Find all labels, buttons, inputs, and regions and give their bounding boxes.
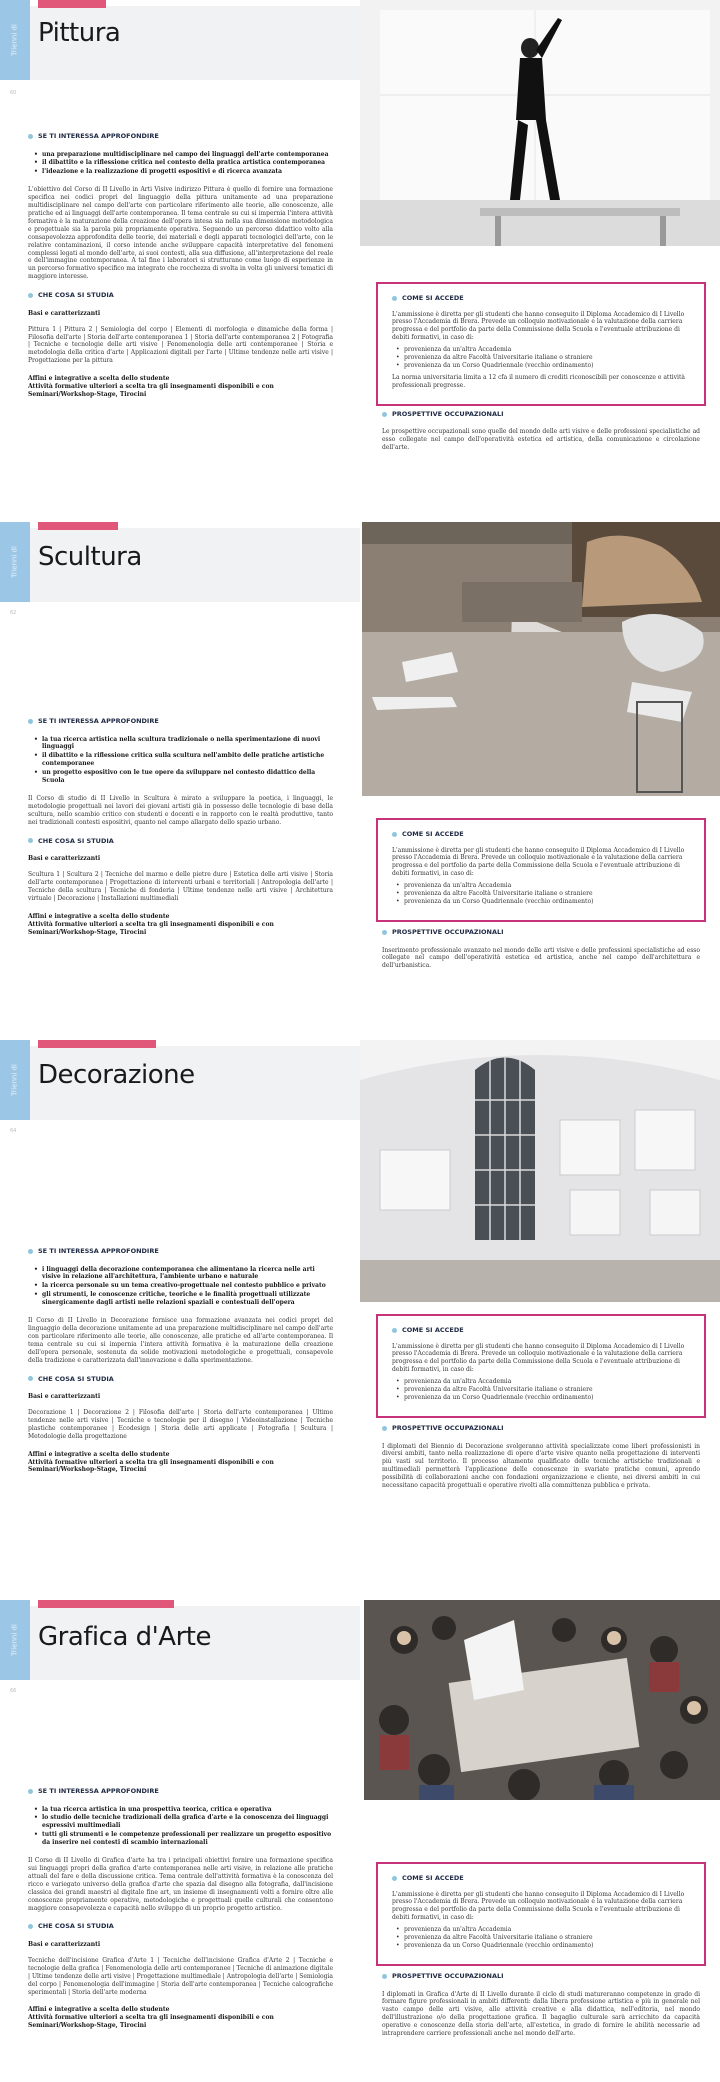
jobs-text: I diplomati in Grafica d'Arte di II Livello durante il ciclo di studi matureranno competenze in grado di formare figure professionali in ambiti differenti: dalla libera professione artistica e più in generale nel vasto campo delle arti visive, alle attività creative e alla didattica, nell'editoria, nel mondo dell'illustrazione o/o della progettazione grafica. Il bagaglio culturale sarà arricchito da capacità operative e conoscenze della storia dell'arte, all'estetica, in grado di fornire le abilità necessarie ad intraprendere carriere professionali anche nel mondo dell'arte. [382, 1990, 700, 2038]
course-description: Il Corso di II Livello di Grafica d'arte ha tra i principali obiettivi fornire una formazione specifica sui linguaggi propri della grafica d'arte contemporanea nelle arti visive, in relazione alle pratiche attuali del fare e della discussione critica. Tema centrale dell'attività formativa è la conoscenza del ricco e variegato universo della grafica d'arte che spazia dal disegno alla fotografia, dall'incisione classica dei grandi maestri al digitale fine art, un insieme di insegnamenti volti a fornire oltre alle conoscenze propriamente operative, metodologiche e progettuali quelle culturali che consentono maggiore consapevolezza e capacità nello sviluppo di un proprio progetto artistico. [28, 1857, 333, 1912]
accent-bar [38, 1040, 156, 1048]
bullet-dot-icon [28, 1249, 33, 1254]
electives-text: Attività formative ulteriori a scelta tra gli insegnamenti disponibili e con Seminari/Workshop-Stage, Tirocini [28, 920, 274, 936]
access-box [376, 818, 706, 922]
bullet-dot-icon [28, 1789, 33, 1794]
bullet-dot-icon [382, 930, 387, 935]
section-heading-study: CHE COSA SI STUDIA [28, 1375, 333, 1384]
list-item: • provenienza da altre Facoltà Universitarie italiane o straniere [404, 1386, 690, 1394]
right-column [376, 1862, 706, 2048]
course-description: Il Corso di studio di II Livello in Scultura è mirato a sviluppare la poetica, i linguaggi, le metodologie progettuali nei lavori dei giovani artisti già in possesso delle tecnologie di base della scultura, nello scambio critico con studenti e docenti e in rapporto con le realtà produttive, tanto nei tradizionali contesti espositivi, quanto nel campo allargato dello spazio urbano. [28, 795, 333, 826]
list-item: • provenienza da un'altra Accademia [404, 1926, 690, 1934]
list-item: • gli strumenti, le conoscenze critiche, teoriche e le finalità progettuali utilizzate sinergicamente dagli artisti nelle relazioni spaziali e contestuali dell'opera [42, 1291, 333, 1307]
section-heading-jobs: PROSPETTIVE OCCUPAZIONALI [382, 410, 706, 419]
electives-text: Attività formative ulteriori a scelta tra gli insegnamenti disponibili e con Seminari/Workshop-Stage, Tirocini [28, 2014, 274, 2030]
bullet-dot-icon [28, 134, 33, 139]
accent-bar [38, 522, 118, 530]
subheading-basi: Basi e caratterizzanti [28, 1393, 101, 1401]
subheading-basi: Basi e caratterizzanti [28, 1941, 101, 1949]
interest-list [28, 1806, 333, 1848]
list-item: • provenienza da un'altra Accademia [404, 346, 690, 354]
left-column [28, 717, 333, 936]
access-note: La norma universitaria limita a 12 cfa il numero di crediti riconoscibili per conoscenze e attività professionali pregresse. [392, 373, 685, 389]
side-tab-label: Trienni di [10, 546, 19, 578]
side-tab [0, 0, 30, 80]
section-heading-interest: SE TI INTERESSA APPROFONDIRE [28, 132, 333, 141]
list-item: • provenienza da altre Facoltà Universitarie italiane o straniere [404, 890, 690, 898]
bullet-dot-icon [28, 293, 33, 298]
photo-sculpture-hall [362, 522, 720, 796]
side-tab [0, 522, 30, 602]
course-list: Pittura 1 | Pittura 2 | Semiologia del corpo | Elementi di morfologia e dinamiche della forma | Filosofia dell'arte | Storia dell'arte contemporanea 1 | Storia dell'arte contemporanea 2 | Fotografia | Tecniche e tecnologie delle arti visive | Fenomenologia delle arti contemporanee | Storia e metodologia della critica d'arte | Applicazioni digitali per l'arte | Ultime tendenze nelle arti visive | Progettazione per la pittura [28, 325, 333, 365]
list-item: • la tua ricerca artistica in una prospettiva teorica, critica e operativa [42, 1806, 333, 1814]
access-list [392, 346, 690, 370]
side-tab [0, 1040, 30, 1120]
jobs-text: I diplomati del Biennio di Decorazione svolgeranno attività specializzate come liberi professionisti in diversi ambiti, tanto nella realizzazione di opere d'arte visive quanto nella progettazione di interventi più vasti sul territorio. Il processo altamente qualificato delle tecniche artistiche tradizionali e multimediali permetterà l'applicazione delle conoscenze in svariate pratiche comuni, aprendo possibilità di collaborazioni anche con fondazioni organizzazione e cliente, nei diversi ambiti in cui necessitano capacità progettuali e operative rivolti alla committenza pubblica e privata. [382, 1442, 700, 1490]
electives-title: Affini e integrative a scelta dello studente [28, 1450, 170, 1458]
photo-painter-at-wall [360, 0, 720, 246]
page-grafica [0, 1600, 720, 2082]
list-item: • provenienza da un Corso Quadriennale (vecchio ordinamento) [404, 1942, 690, 1950]
list-item: • il dibattito e la riflessione critica nel contesto della pratica artistica contemporanea [42, 159, 333, 167]
list-item: • provenienza da un Corso Quadriennale (vecchio ordinamento) [404, 898, 690, 906]
page-title: Decorazione [38, 1060, 195, 1090]
section-heading-access: COME SI ACCEDE [392, 294, 690, 303]
access-text: L'ammissione è diretta per gli studenti che hanno conseguito il Diploma Accademico di I Livello presso l'Accademia di Brera. Prevede un colloquio motivazionale e la valutazione della carriera progressa e del portfolio da parte della Commissione della Scuola e l'eventuale attribuzione di debiti formativi, in caso di: [392, 846, 685, 878]
page-decorazione [0, 1040, 720, 1560]
section-heading-study: CHE COSA SI STUDIA [28, 837, 333, 846]
bullet-dot-icon [28, 838, 33, 843]
bullet-dot-icon [392, 296, 397, 301]
section-heading-jobs: PROSPETTIVE OCCUPAZIONALI [382, 1972, 706, 1981]
side-tab-label: Trienni di [10, 1064, 19, 1096]
section-heading-interest: SE TI INTERESSA APPROFONDIRE [28, 1787, 333, 1796]
bullet-dot-icon [382, 412, 387, 417]
left-column [28, 1787, 333, 2030]
section-heading-jobs: PROSPETTIVE OCCUPAZIONALI [382, 928, 706, 937]
side-tab-label: Trienni di [10, 1624, 19, 1656]
jobs-text: Inserimento professionale avanzato nel mondo delle arti visive e delle professioni specialistiche ad esso collegate nel campo dell'operatività estetica ed artistica, anche nel campo dell'architettura e dell'urbanistica. [382, 946, 700, 970]
page-title: Grafica d'Arte [38, 1622, 211, 1652]
list-item: • tutti gli strumenti e le competenze professionali per realizzare un progetto espositivo da inserire nei contesti di scambio internazionali [42, 1831, 333, 1847]
electives-text: Attività formative ulteriori a scelta tra gli insegnamenti disponibili e con Seminari/Workshop-Stage, Tirocini [28, 1458, 274, 1474]
course-description: L'obiettivo del Corso di II Livello in Arti Visive indirizzo Pittura è quello di fornire una formazione specifica nei codici propri del linguaggio della pittura unitamente ad una preparazione multidisciplinare nel campo dell'arte con particolare riferimento alle teorie, alle conoscenze, alle pratiche ed ai linguaggi dell'arte contemporanea. Il tema centrale su cui si imperniа l'intera attività formativa è la maturazione della creazione dell'opera intesa sia nella sua dimensione metodologica e progettuale sia la parola più propriamente operativa. Seguendo un percorso didattico volto alla consapevolezza approfondita delle teorie, dei materiali e degli apparati tecnologici dell'arte, con le relative contaminazioni, il corso intende anche sviluppare capacità interpretative del fenomeni complessi legati al mondo dell'arte, ai suoi contesti, alla sua diffusione, all'interpretazione del reale e dell'immagine contemporanea. A tal fine i laboratori si strutturano come luogo di esperienze in un percorso formativo specifico ma integrato che rocchezza di svolta in volta gli universi tematici di maggiore interesse. [28, 186, 333, 281]
list-item: • provenienza da un Corso Quadriennale (vecchio ordinamento) [404, 1394, 690, 1402]
bullet-dot-icon [382, 1974, 387, 1979]
section-heading-access: COME SI ACCEDE [392, 1874, 690, 1883]
interest-list [28, 736, 333, 785]
list-item: • provenienza da altre Facoltà Universitarie italiane o straniere [404, 1934, 690, 1942]
page-title: Pittura [38, 18, 121, 48]
electives-title: Affini e integrative a scelta dello studente [28, 912, 170, 920]
list-item: • l'ideazione e la realizzazione di progetti espositivi e di ricerca avanzata [42, 168, 333, 176]
list-item: • provenienza da un'altra Accademia [404, 882, 690, 890]
photo-printmaking-students [364, 1600, 720, 1800]
left-column [28, 132, 333, 399]
section-heading-study: CHE COSA SI STUDIA [28, 1922, 333, 1931]
electives-title: Affini e integrative a scelta dello studente [28, 2006, 170, 2014]
list-item: • provenienza da un'altra Accademia [404, 1378, 690, 1386]
photo-gallery-room [360, 1040, 720, 1302]
page-scultura [0, 520, 720, 1040]
interest-list [28, 151, 333, 177]
page-number: 60 [10, 90, 17, 96]
accent-bar [38, 0, 106, 8]
section-heading-interest: SE TI INTERESSA APPROFONDIRE [28, 1247, 333, 1256]
bullet-dot-icon [28, 719, 33, 724]
side-tab-label: Trienni di [10, 24, 19, 56]
bullet-dot-icon [28, 1924, 33, 1929]
accent-bar [38, 1600, 174, 1608]
list-item: • provenienza da altre Facoltà Universitarie italiane o straniere [404, 354, 690, 362]
access-box [376, 1862, 706, 1966]
section-heading-interest: SE TI INTERESSA APPROFONDIRE [28, 717, 333, 726]
section-heading-access: COME SI ACCEDE [392, 830, 690, 839]
page-title: Scultura [38, 542, 142, 572]
course-list: Tecniche dell'incisione Grafica d'Arte 1 | Tecniche dell'incisione Grafica d'Arte 2 | Tecniche e tecnologie della grafica | Fenomenologia delle arti contemporanee | Tecniche di animazione digitale | Ultime tendenze delle arti visive | Progettazione multimediale | Antropologia dell'arte | Semiologia del corpo | Fenomenologia dell'immagine | Storia dell'arte contemporanea | Tecniche calcografiche sperimentali | Storia dell'arte moderna [28, 1956, 333, 1996]
list-item: • i linguaggi della decorazione contemporanea che alimentano la ricerca nelle arti visive in relazione all'architettura, l'ambiente urbano e naturale [42, 1266, 333, 1282]
right-column [376, 818, 706, 980]
access-text: L'ammissione è diretta per gli studenti che hanno conseguito il Diploma Accademico di I Livello presso l'Accademia di Brera. Prevede un colloquio motivazionale e la valutazione della carriera progressa e del portfolio da parte della Commissione della Scuola e l'eventuale attribuzione di debiti formativi, in caso di: [392, 1342, 685, 1374]
list-item: • provenienza da un Corso Quadriennale (vecchio ordinamento) [404, 362, 690, 370]
page-number: 64 [10, 1128, 17, 1134]
page-number: 66 [10, 1688, 17, 1694]
electives-title: Affini e integrative a scelta dello studente [28, 375, 170, 383]
right-column [376, 1314, 706, 1500]
bullet-dot-icon [28, 1376, 33, 1381]
right-column [376, 282, 706, 462]
electives-text: Attività formative ulteriori a scelta tra gli insegnamenti disponibili e con Seminari/Workshop-Stage, Tirocini [28, 383, 274, 398]
subheading-basi: Basi e caratterizzanti [28, 855, 101, 863]
course-description: Il Corso di II Livello in Decorazione fornisce una formazione avanzata nei codici propri del linguaggio della decorazione unitamente ad una preparazione multidisciplinare nel campo dell'arte con particolare riferimento alle teorie, alle conoscenze, alle pratiche ed all'arte contemporanea. Il tema centrale su cui si impernia l'intera attività formativa è la maturazione della creazione dell'opera personale, sostenuta da solide motivazioni metodologiche e progettuali, consapevole della tradizione e caratterizzata dall'innovazione e dalla sperimentazione. [28, 1317, 333, 1364]
section-heading-study: CHE COSA SI STUDIA [28, 291, 333, 300]
access-box [376, 282, 706, 406]
access-text: L'ammissione è diretta per gli studenti che hanno conseguito il Diploma Accademico di I Livello presso l'Accademia di Brera. Prevede un colloquio motivazionale e la valutazione della carriera progressa e del portfolio da parte della Commissione della Scuola e l'eventuale attribuzione di debiti formativi, in caso di: [392, 1890, 685, 1922]
list-item: • la tua ricerca artistica nella scultura tradizionale o nella sperimentazione di nuovi linguaggi [42, 736, 333, 752]
list-item: • una preparazione multidisciplinare nel campo dei linguaggi dell'arte contemporanea [42, 151, 333, 159]
page-pittura [0, 0, 720, 520]
bullet-dot-icon [392, 832, 397, 837]
page-number: 62 [10, 610, 17, 616]
access-text: L'ammissione è diretta per gli studenti che hanno conseguito il Diploma Accademico di I Livello presso l'Accademia di Brera. Prevede un colloquio motivazionale e la valutazione della carriera progressa e del portfolio da parte della Commissione della Scuola e l'eventuale attribuzione di debiti formativi, in caso di: [392, 310, 685, 342]
access-box [376, 1314, 706, 1418]
section-heading-jobs: PROSPETTIVE OCCUPAZIONALI [382, 1424, 706, 1433]
course-list: Scultura 1 | Scultura 2 | Tecniche del marmo e delle pietre dure | Estetica delle arti visive | Storia dell'arte contemporanea | Progettazione di interventi urbani e territoriali | Antropologia dell'arte | Tecniche della scultura | Tecniche di fonderia | Ultime tendenze nelle arti visive | Architettura virtuale | Decorazione | Installazioni multimediali [28, 871, 333, 902]
left-column [28, 1247, 333, 1474]
interest-list [28, 1266, 333, 1308]
access-list [392, 1378, 690, 1402]
bullet-dot-icon [392, 1876, 397, 1881]
course-list: Decorazione 1 | Decorazione 2 | Filosofia dell'arte | Storia dell'arte contemporanea | Ultime tendenze nelle arti visive | Tecniche e tecnologie per il disegno | Videoinstallazione | Tecniche plastiche contemporanee | Ecodesign | Storia delle arti applicate | Fotografia | Scultura | Metodologie della progettazione [28, 1409, 333, 1440]
bullet-dot-icon [382, 1426, 387, 1431]
list-item: • la ricerca personale su un tema creativo-progettuale nel contesto pubblico e privato [42, 1282, 333, 1290]
section-heading-access: COME SI ACCEDE [392, 1326, 690, 1335]
bullet-dot-icon [392, 1328, 397, 1333]
side-tab [0, 1600, 30, 1680]
list-item: • il dibattito e la riflessione critica sulla scultura nell'ambito delle pratiche artistiche contemporanee [42, 752, 333, 768]
access-list [392, 882, 690, 906]
list-item: • un progetto espositivo con le tue opere da sviluppare nel contesto didattico della Scuola [42, 769, 333, 785]
access-list [392, 1926, 690, 1950]
subheading-basi: Basi e caratterizzanti [28, 309, 101, 317]
list-item: • lo studio delle tecniche tradizionali della grafica d'arte e la conoscenza dei linguaggi espressivi multimediali [42, 1814, 333, 1830]
jobs-text: Le prospettive occupazionali sono quelle del mondo delle arti visive e delle professioni specialistiche ad esso collegate nel campo dell'operatività estetica ed artistica, della comunicazione e circolazione dell'arte. [382, 428, 700, 452]
